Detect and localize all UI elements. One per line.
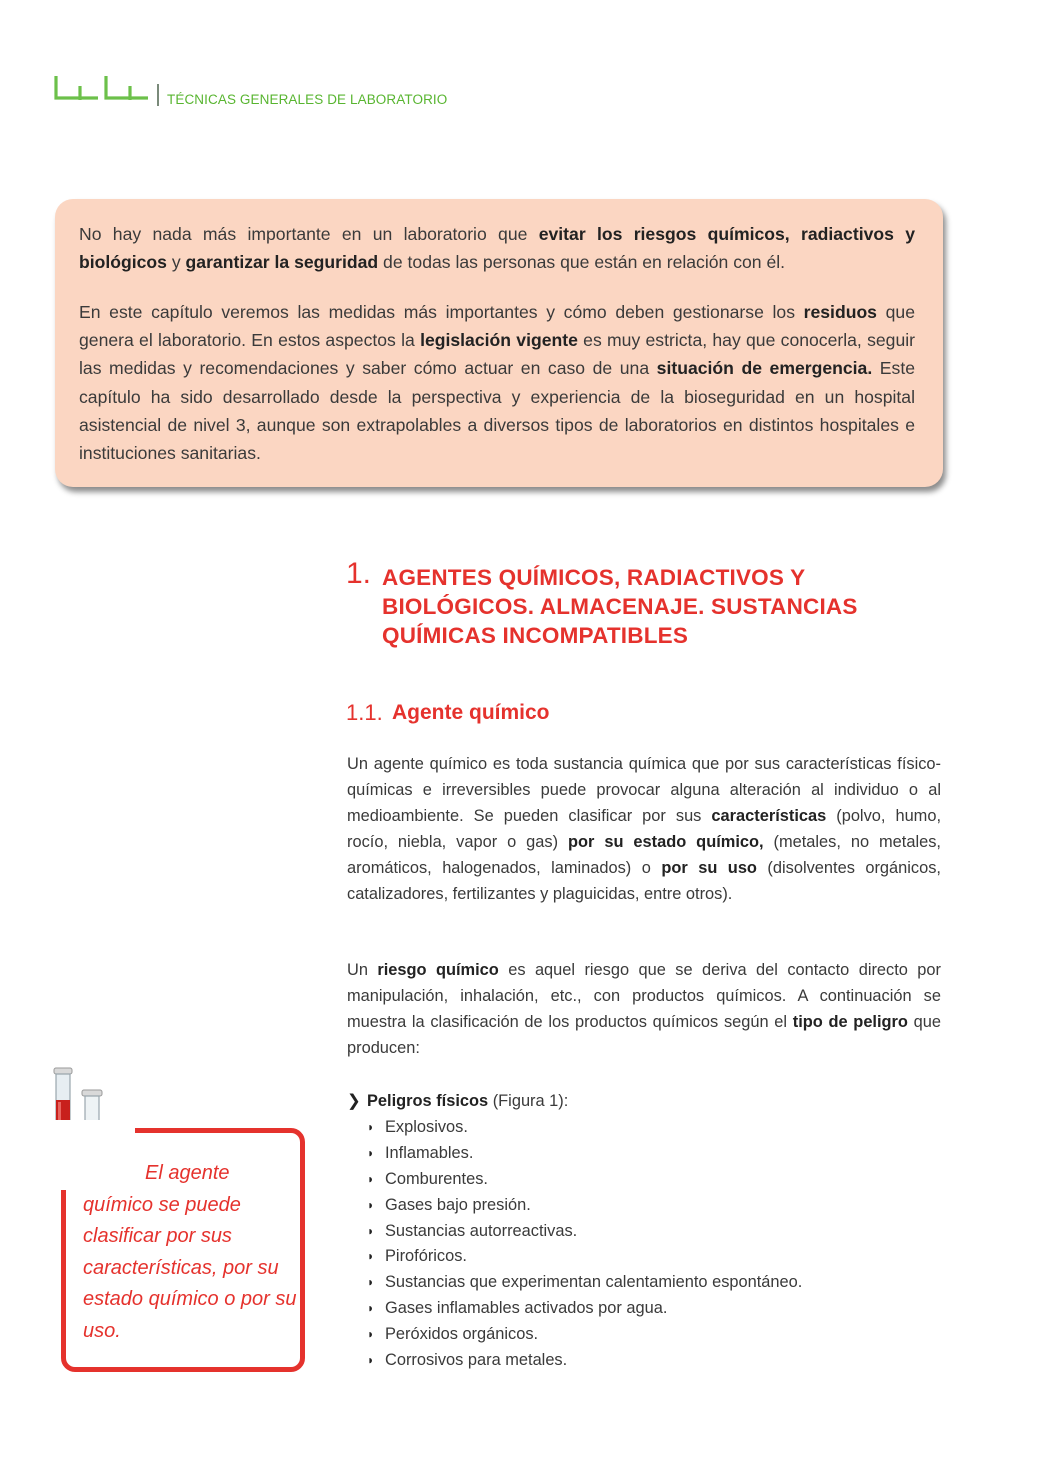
subsection-title: Agente químico xyxy=(392,701,550,724)
page-number xyxy=(52,74,154,102)
bullet-icon: ◗ xyxy=(367,1223,375,1238)
bullet-icon: ◗ xyxy=(367,1353,375,1368)
hazard-item-label: Peróxidos orgánicos. xyxy=(385,1325,539,1344)
header-divider xyxy=(157,84,159,106)
bullet-icon: ◗ xyxy=(367,1197,375,1212)
hazard-item-label: Pirofóricos. xyxy=(385,1247,467,1266)
bullet-icon: ◗ xyxy=(367,1249,375,1264)
hazard-item xyxy=(347,1296,941,1322)
bullet-icon: ❯ xyxy=(347,1092,361,1110)
bullet-icon: ◗ xyxy=(367,1145,375,1160)
intro-paragraph: No hay nada más importante en un laboratorio que evitar los riesgos químicos, radiactivos y biológicos y garantizar la seguridad de todas las personas que están en relación con él. xyxy=(79,224,915,273)
hazard-item xyxy=(347,1348,941,1374)
body-paragraph: Un agente químico es toda sustancia química que por sus características físico-químicas e irreversibles puede provocar alguna alteración al individuo o al medioambiente. Se pueden clasificar por sus características (polvo, humo, rocío, niebla, vapor o gas) por su estado químico, (metales, no metales, aromáticos, halogenados, laminados) o por su uso (disolventes orgánicos, catalizadores, fertilizantes y plaguicidas, entre otros). xyxy=(347,755,942,903)
hazard-item xyxy=(347,1167,941,1193)
callout-text: El agente químico se puede clasificar por sus características, por su estado químico o por su uso. xyxy=(83,1162,297,1342)
section-title: AGENTES QUÍMICOS, RADIACTIVOS Y BIOLÓGICOS. ALMACENAJE. SUSTANCIAS QUÍMICAS INCOMPATIBLES xyxy=(382,565,858,648)
hazard-list xyxy=(347,1089,941,1374)
hazard-item-label: Corrosivos para metales. xyxy=(385,1351,568,1370)
intro-paragraph: En este capítulo veremos las medidas más importantes y cómo deben gestionarse los residuos que genera el laboratorio. En estos aspectos la legislación vigente es muy estricta, hay que conocerla, seguir las medidas y recomendaciones y saber cómo actuar en caso de una situación de emergencia. Este capítulo ha sido desarrollado desde la perspectiva y experiencia de la bioseguridad en un hospital asistencial de nivel 3, aunque son extrapolables a diversos tipos de laboratorios en distintos hospitales e instituciones sanitarias. xyxy=(79,302,916,464)
bullet-icon: ◗ xyxy=(367,1301,375,1316)
hazard-item-label: Sustancias autorreactivas. xyxy=(385,1221,578,1240)
hazard-list-heading: ❯ Peligros físicos (Figura 1): xyxy=(347,1089,941,1115)
sidebar-callout xyxy=(61,1128,303,1370)
hazard-item-label: Gases inflamables activados por agua. xyxy=(385,1299,668,1318)
hazard-item xyxy=(347,1270,941,1296)
bullet-icon: ◗ xyxy=(367,1327,375,1342)
hazard-item-label: Explosivos. xyxy=(385,1117,468,1136)
hazard-item xyxy=(347,1219,941,1245)
bullet-icon: ◗ xyxy=(367,1119,375,1134)
hazard-item-label: Inflamables. xyxy=(385,1143,474,1162)
hazard-item xyxy=(347,1141,941,1167)
hazard-item xyxy=(347,1322,941,1348)
hazard-item xyxy=(347,1244,941,1270)
running-header-title: TÉCNICAS GENERALES DE LABORATORIO xyxy=(167,92,448,107)
section-number: 1. xyxy=(346,557,372,590)
hazard-items xyxy=(347,1115,941,1374)
subsection-number: 1.1. xyxy=(346,700,383,725)
hazard-item-label: Sustancias que experimentan calentamiento espontáneo. xyxy=(385,1273,803,1292)
hazard-item-label: Gases bajo presión. xyxy=(385,1195,531,1214)
bullet-icon: ◗ xyxy=(367,1171,375,1186)
bullet-icon: ◗ xyxy=(367,1275,375,1290)
body-paragraph: Un riesgo químico es aquel riesgo que se deriva del contacto directo por manipulación, inhalación, etc., con productos químicos. A continuación se muestra la clasificación de los productos químicos según el tipo de peligro que producen: xyxy=(347,961,941,1057)
hazard-item xyxy=(347,1115,941,1141)
chapter-intro-box xyxy=(55,199,943,487)
hazard-item xyxy=(347,1193,941,1219)
hazard-item-label: Comburentes. xyxy=(385,1169,488,1188)
